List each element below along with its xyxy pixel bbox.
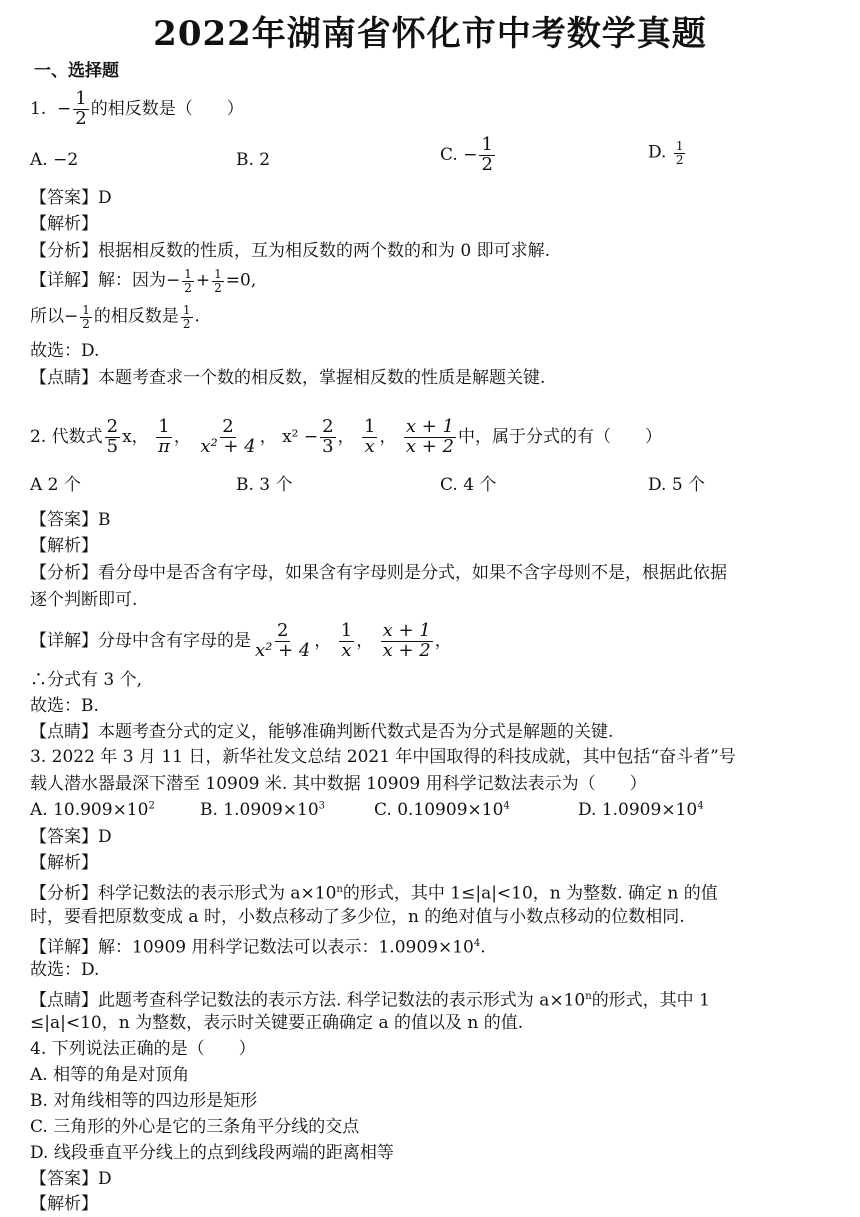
- q3-option-a: A. $10.909\times 10^2$: [30, 800, 155, 820]
- q1-option-d: D. $\frac{1}{2}$: [648, 139, 684, 167]
- q2-dianjing: 【点睛】本题考查分式的定义，能够准确判断代数式是否为分式是解题的关键.: [30, 722, 614, 742]
- q1-stem: 1. − $\frac{1}{2}$ 的相反数是（ ）: [30, 88, 244, 129]
- q2-guxuan: 故选：B.: [30, 696, 99, 716]
- q4-option-d: D. 线段垂直平分线上的点到线段两端的距离相等: [30, 1143, 394, 1163]
- q2-option-b: B. 3 个: [236, 475, 293, 495]
- q3-option-c: C. $0.10909\times 10^4$: [374, 800, 510, 820]
- q3-answer: 【答案】D: [30, 827, 112, 847]
- q1-jiexi: 【解析】: [30, 214, 98, 234]
- q1-xiangjie: 【详解】解：因为− $\frac{1}{2}$ + $\frac{1}{2}$ =0,: [30, 267, 257, 295]
- q4-jiexi: 【解析】: [30, 1194, 98, 1214]
- q2-jiexi: 【解析】: [30, 536, 98, 556]
- q4-option-a: A. 相等的角是对顶角: [30, 1065, 190, 1085]
- section-title: 一、选择题: [34, 61, 119, 81]
- q2-option-d: D. 5 个: [648, 475, 706, 495]
- q2-stem: 2. 代数式 $\frac{2}{5}$ x， $\frac{1}{\pi}$ ， $\frac{2}{\text{x² + 4}}$ ， x² − $\frac{2}{3}$ ， $\frac{1}{x}$ ， $\frac{x + 1}{x + 2}$ 中，属于分式的有（ ）: [30, 416, 663, 457]
- q2-fenxi-2: 逐个判断即可.: [30, 590, 138, 610]
- page-title: 2022年湖南省怀化市中考数学真题: [153, 14, 707, 54]
- q4-stem: 4. 下列说法正确的是（ ）: [30, 1039, 256, 1059]
- q2-fenxi-1: 【分析】看分母中是否含有字母，如果含有字母则是分式，如果不含字母则不是，根据此依据: [30, 563, 727, 583]
- q3-option-b: B. $1.0909\times 10^3$: [200, 800, 326, 820]
- q3-option-d: D. $1.0909\times 10^4$: [578, 800, 704, 820]
- q3-fenxi-1: 【分析】科学记数法的表示形式为 $a\times 10^n$的形式，其中 1≤|a|<10，n 为整数. 确定 n 的值: [30, 883, 718, 904]
- q3-fenxi-2: 时，要看把原数变成 a 时，小数点移动了多少位，n 的绝对值与小数点移动的位数相同.: [30, 907, 685, 927]
- q3-jiexi: 【解析】: [30, 853, 98, 873]
- q1-option-a: A. −2: [30, 150, 79, 170]
- q2-xiangjie: 【详解】分母中含有字母的是 $\frac{2}{\text{x² + 4}}$ ， $\frac{1}{x}$ ， $\frac{x + 1}{x + 2}$ ，: [30, 620, 452, 661]
- q3-stem-2: 载人潜水器最深下潜至 10909 米. 其中数据 10909 用科学记数法表示为（ ）: [30, 774, 647, 794]
- q3-guxuan: 故选：D.: [30, 960, 100, 980]
- q1-option-b: B. 2: [236, 150, 271, 170]
- q3-stem-1: 3. 2022 年 3 月 11 日，新华社发文总结 2021 年中国取得的科技成就，其中包括“奋斗者”号: [30, 747, 736, 767]
- q1-guxuan: 故选：D.: [30, 341, 100, 361]
- q1-option-c: C. − $\frac{1}{2}$: [440, 134, 493, 175]
- q4-option-c: C. 三角形的外心是它的三条角平分线的交点: [30, 1117, 360, 1137]
- q1-suoyi: 所以− $\frac{1}{2}$ 的相反数是 $\frac{1}{2}$ .: [30, 303, 200, 331]
- q4-answer: 【答案】D: [30, 1169, 112, 1189]
- q3-xiangjie: 【详解】解：10909 用科学记数法可以表示：$1.0909\times 10^4$.: [30, 937, 486, 958]
- q1-fenxi: 【分析】根据相反数的性质，互为相反数的两个数的和为 0 即可求解.: [30, 241, 551, 261]
- fraction: $\frac{1}{2}$: [75, 88, 87, 129]
- q2-option-a: A 2 个: [30, 475, 81, 495]
- q1-dianjing: 【点睛】本题考查求一个数的相反数，掌握相反数的性质是解题关键.: [30, 368, 546, 388]
- q2-answer: 【答案】B: [30, 510, 111, 530]
- q3-dianjing-2: ≤|a|<10，n 为整数，表示时关键要正确确定 a 的值以及 n 的值.: [30, 1013, 524, 1033]
- q3-dianjing-1: 【点睛】此题考查科学记数法的表示方法. 科学记数法的表示形式为 $a\times 10^n$的形式，其中 1: [30, 990, 710, 1011]
- q2-option-c: C. 4 个: [440, 475, 497, 495]
- q4-option-b: B. 对角线相等的四边形是矩形: [30, 1091, 258, 1111]
- q1-answer: 【答案】D: [30, 188, 112, 208]
- q2-conclusion: ∴分式有 3 个,: [30, 670, 143, 690]
